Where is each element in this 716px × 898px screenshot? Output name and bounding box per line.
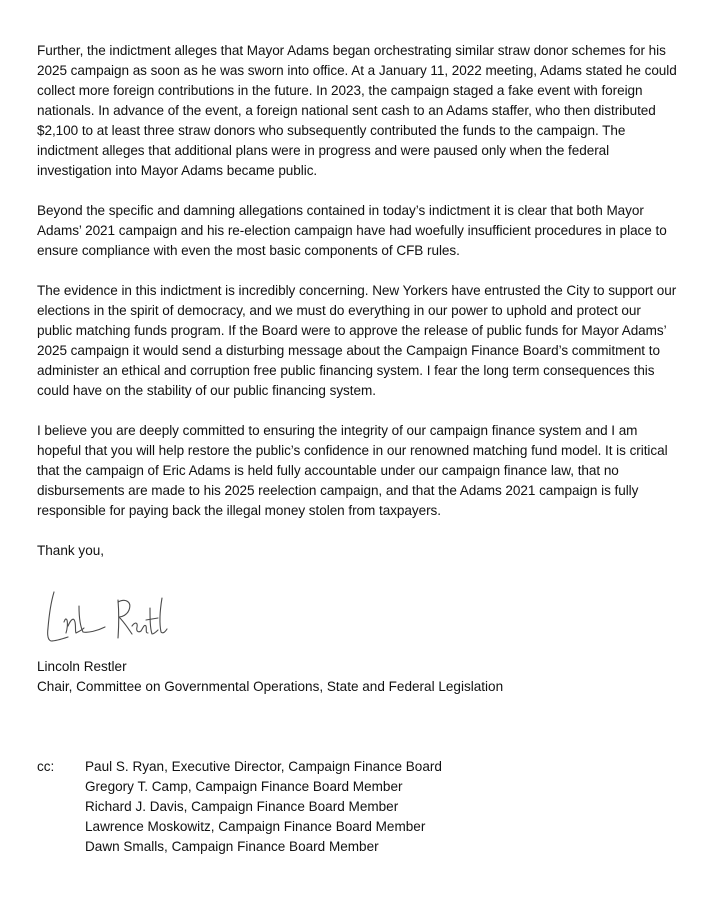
letter-body — [37, 41, 677, 561]
cc-recipient: Lawrence Moskowitz, Campaign Finance Board Member — [85, 819, 426, 834]
cc-label: cc: — [37, 759, 55, 774]
paragraph-evidence-concerning: The evidence in this indictment is incredibly concerning. New Yorkers have entrusted the City to support our elections in the spirit of democracy, and we must do everything in our power to uphold and protect our public matching funds program. If the Board were to approve the release of public funds for Mayor Adams’ 2025 campaign it would send a disturbing message about the Campaign Finance Board’s commitment to administer an ethical and corruption free public financing system. I fear the long term consequences this could have on the stability of our public financing system. — [37, 283, 677, 398]
cc-recipient: Gregory T. Camp, Campaign Finance Board Member — [85, 779, 403, 794]
paragraph-request-accountability: I believe you are deeply committed to ensuring the integrity of our campaign finance system and I am hopeful that you will help restore the public’s confidence in our renowned matching fund model. It is critical that the campaign of Eric Adams is held fully accountable under our campaign finance law, that no disbursements are made to his 2025 reelection campaign, and that the Adams 2021 campaign is fully responsible for paying back the illegal money stolen from taxpayers. — [37, 423, 668, 518]
cc-recipient-list — [85, 757, 442, 857]
cc-recipient: Paul S. Ryan, Executive Director, Campaign Finance Board — [85, 759, 442, 774]
paragraph-insufficient-procedures: Beyond the specific and damning allegations contained in today’s indictment it is clear that both Mayor Adams’ 2021 campaign and his re-election campaign have had woefully insufficient procedures in place to ensure compliance with even the most basic components of CFB rules. — [37, 203, 667, 258]
signer-title: Chair, Committee on Governmental Operations, State and Federal Legislation — [37, 679, 504, 694]
paragraph-indictment-straw-donors: Further, the indictment alleges that Mayor Adams began orchestrating similar straw donor schemes for his 2025 campaign as soon as he was sworn into office. At a January 11, 2022 meeting, Adams stated he could collect more foreign contributions in the future. In 2023, the campaign staged a fake event with foreign nationals. In advance of the event, a foreign national sent cash to an Adams staffer, who then distributed $2,100 to at least three straw donors who subsequently contributed the funds to the campaign. The indictment alleges that additional plans were in progress and were paused only when the federal investigation into Mayor Adams became public. — [37, 43, 677, 178]
handwritten-signature — [42, 586, 172, 648]
cc-recipient: Dawn Smalls, Campaign Finance Board Member — [85, 839, 379, 854]
signature-block — [37, 657, 503, 697]
closing-salutation: Thank you, — [37, 543, 105, 558]
signer-name: Lincoln Restler — [37, 659, 127, 674]
cc-recipient: Richard J. Davis, Campaign Finance Board Member — [85, 799, 399, 814]
